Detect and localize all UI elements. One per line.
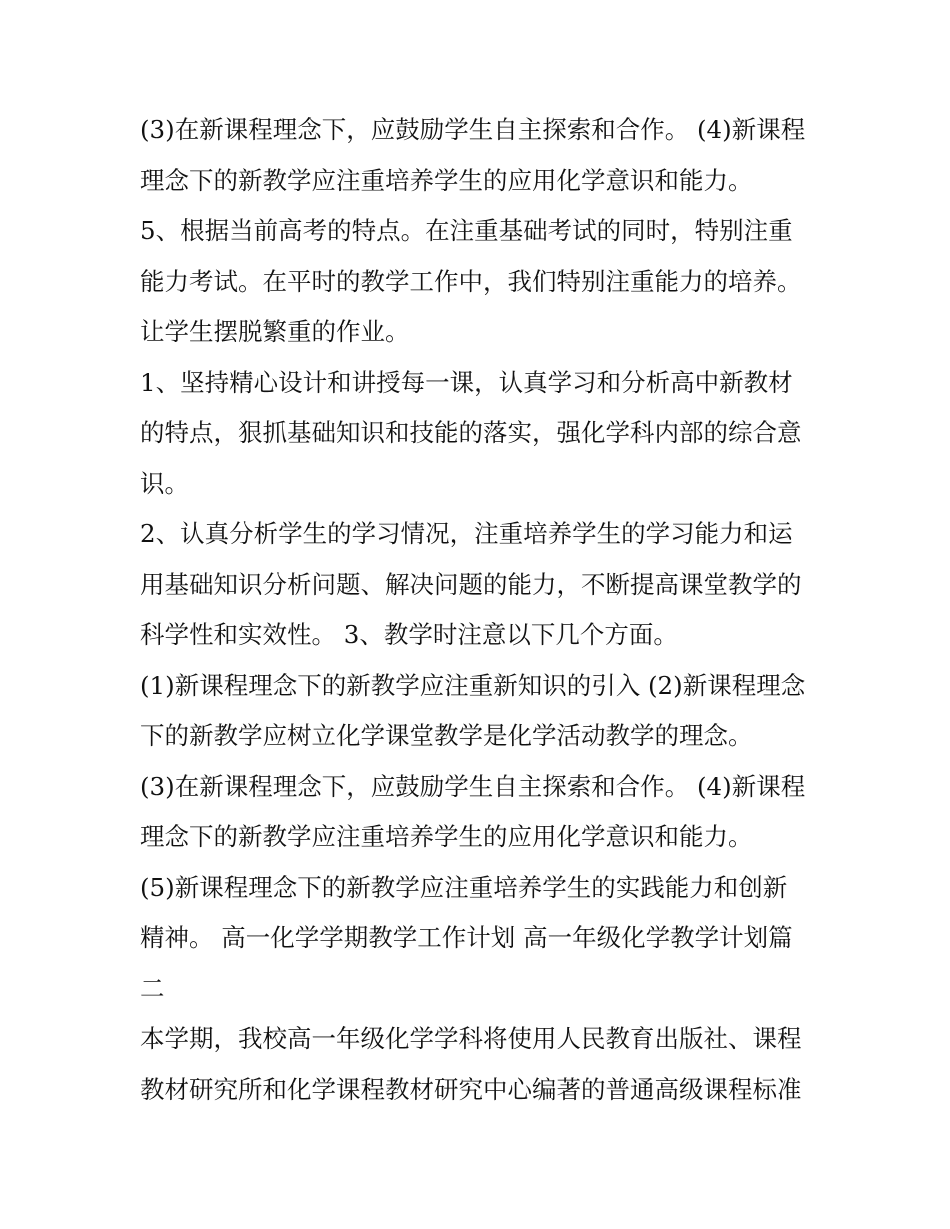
text-line: 下的新教学应树立化学课堂教学是化学活动教学的理念。	[140, 721, 753, 750]
text-line: 让学生摆脱繁重的作业。	[140, 317, 410, 346]
text-line: 识。	[140, 468, 189, 498]
text-line: 理念下的新教学应注重培养学生的应用化学意识和能力。	[140, 822, 753, 851]
text-line: (3)在新课程理念下，应鼓励学生自主探索和合作。 (4)新课程	[140, 771, 806, 801]
text-line: 2、认真分析学生的学习情况，注重培养学生的学习能力和运	[140, 519, 793, 548]
text-line: 理念下的新教学应注重培养学生的应用化学意识和能力。	[140, 165, 753, 195]
document-body	[140, 105, 812, 1115]
paragraph	[140, 661, 812, 762]
text-line: (1)新课程理念下的新教学应注重新知识的引入 (2)新课程理念	[140, 670, 806, 700]
text-line: (3)在新课程理念下，应鼓励学生自主探索和合作。 (4)新课程	[140, 115, 806, 144]
text-line: 的特点，狠抓基础知识和技能的落实，强化学科内部的综合意	[140, 418, 802, 447]
text-line: 二	[140, 973, 165, 1003]
text-line: 精神。 高一化学学期教学工作计划 高一年级化学教学计划篇	[140, 923, 793, 952]
text-line: 能力考试。在平时的教学工作中，我们特别注重能力的培养。	[140, 266, 802, 296]
paragraph	[140, 1014, 812, 1115]
paragraph	[140, 509, 812, 661]
paragraph	[140, 358, 812, 510]
text-line: 本学期，我校高一年级化学学科将使用人民教育出版社、课程	[140, 1024, 802, 1053]
text-line: 1、坚持精心设计和讲授每一课，认真学习和分析高中新教材	[140, 367, 793, 397]
paragraph	[140, 105, 812, 206]
text-line: 教材研究所和化学课程教材研究中心编著的普通高级课程标准	[140, 1074, 802, 1104]
text-line: (5)新课程理念下的新教学应注重培养学生的实践能力和创新	[140, 872, 788, 902]
paragraph	[140, 863, 812, 1015]
text-line: 5、根据当前高考的特点。在注重基础考试的同时，特别注重	[140, 216, 793, 245]
paragraph	[140, 206, 812, 358]
paragraph	[140, 762, 812, 863]
text-line: 用基础知识分析问题、解决问题的能力，不断提高课堂教学的	[140, 569, 802, 599]
text-line: 科学性和实效性。 3、教学时注意以下几个方面。	[140, 620, 678, 649]
